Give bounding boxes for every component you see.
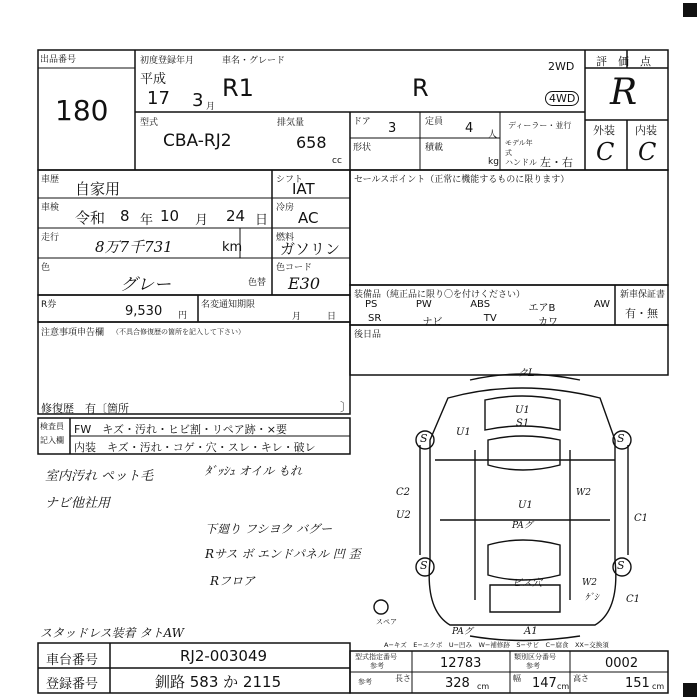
- equip-pw: PW: [415, 299, 432, 310]
- era: 平成: [140, 72, 167, 87]
- km-unit: km: [222, 240, 243, 255]
- after-label: 後日品: [354, 330, 382, 340]
- recycle-unit: 円: [178, 311, 188, 321]
- ac-value: AC: [298, 209, 319, 227]
- diagram-label-right-w2: W2: [576, 488, 591, 498]
- class-ref: 参考: [526, 662, 540, 670]
- cc-unit: cc: [332, 156, 342, 166]
- width-value: 147: [532, 676, 557, 691]
- equip-airbag: エアB: [528, 303, 556, 314]
- note-rear-floor: Rフロア: [210, 574, 256, 588]
- diagram-label-fender-u1: U1: [456, 427, 471, 438]
- repair-label: 修復歴 有〔箇所: [41, 402, 129, 415]
- diagram-label-rear-right-tire: S: [617, 559, 625, 572]
- model-year-label: モデル年式: [505, 139, 533, 157]
- drive-2wd: 2WD: [548, 60, 575, 73]
- notes-label: 注意事項申告欄: [41, 328, 105, 338]
- capacity-unit: 人: [488, 130, 498, 140]
- diagram-label-hood-s1: S1: [516, 418, 530, 429]
- recycle-label: R券: [41, 300, 57, 310]
- shift-value: IAT: [292, 180, 315, 198]
- score-label: 評 価 点: [596, 55, 651, 68]
- name-change-month: 月: [292, 312, 302, 322]
- history-label: 車歴: [41, 175, 60, 185]
- capacity-label: 定員: [425, 117, 444, 127]
- height-label: 高さ: [573, 674, 589, 683]
- diagram-label-roof-pa: PAグ: [512, 521, 533, 531]
- length-value: 328: [445, 676, 470, 691]
- diagram-label-rear-dent: ｹﾞｼ: [585, 593, 599, 603]
- diagram-label-front-left-tire: S: [420, 432, 428, 445]
- note-oil-leak: ﾀﾞｯｼｭ オイル もれ: [205, 464, 303, 478]
- color-code-label: 色コード: [276, 263, 313, 273]
- diagram-label-rear-left-tire: S: [420, 559, 428, 572]
- interior-score: C: [638, 138, 657, 166]
- handle-value: 左・右: [540, 156, 573, 169]
- dealer-label: ディーラー・並行: [508, 121, 572, 130]
- diagram-label-u2: U2: [396, 510, 411, 521]
- diagram-label-rear-c1: C1: [626, 594, 641, 605]
- mileage-value: 8万7千731: [95, 238, 173, 256]
- record-label: 記入欄: [40, 436, 64, 445]
- inspection-era: 令和: [75, 209, 106, 227]
- chassis-label: 車台番号: [46, 653, 99, 668]
- equipment-row-2: [368, 313, 558, 328]
- type-no-label: 型式指定番号: [355, 653, 397, 661]
- score-value: R: [610, 72, 638, 113]
- interior-label: 内装: [635, 124, 657, 137]
- lot-label: 出品番号: [40, 55, 77, 65]
- month-kanji: 月: [195, 213, 209, 228]
- registration-label: 登録番号: [46, 677, 99, 692]
- length-label: 長さ: [395, 674, 411, 683]
- name-change-day: 日: [327, 312, 337, 322]
- sales-point-label: セールスポイント（正常に機能するものに限ります）: [354, 175, 570, 185]
- fuel-label: 燃料: [276, 233, 295, 243]
- warranty-label: 新車保証書: [620, 290, 666, 300]
- diagram-label-screw-hole: ビス穴: [512, 578, 542, 589]
- load-label: 積載: [425, 143, 444, 153]
- name-change-label: 名変通知期限: [201, 300, 256, 310]
- check-interior: 内装 キズ・汚れ・コゲ・穴・スレ・キレ・破レ: [74, 441, 316, 454]
- type-no-value: 12783: [440, 656, 482, 671]
- equip-sr: SR: [368, 313, 382, 324]
- length-ref: 参考: [358, 678, 372, 686]
- handle-label: ハンドル: [505, 158, 537, 167]
- equip-aw: AW: [593, 299, 610, 310]
- color-value: グレー: [120, 275, 171, 295]
- check-fw: FW キズ・汚れ・ヒビ割・リペア跡・×要: [74, 423, 287, 436]
- kg-unit: kg: [488, 157, 499, 167]
- height-value: 151: [625, 676, 650, 691]
- fuel-value: ガソリン: [280, 240, 341, 258]
- diagram-label-rear-w2: W2: [582, 578, 597, 588]
- color-no-label: 色替: [248, 278, 267, 288]
- spare-label: スペア: [376, 618, 397, 626]
- inspection-day: 24: [226, 207, 246, 225]
- diagram-label-bumper-pa: PAグ: [452, 627, 473, 637]
- height-unit: cm: [652, 682, 665, 691]
- equip-leather: カワ: [538, 317, 558, 328]
- diagram-label-front-right-tire: S: [617, 432, 625, 445]
- equip-navi: ナビ: [422, 317, 443, 328]
- note-underbody: 下廻り フシヨク バグー: [205, 522, 333, 536]
- warranty-value: 有・無: [625, 307, 658, 320]
- reg-year: 17: [147, 88, 170, 109]
- repair-close: 〕: [340, 400, 353, 414]
- color-code-value: E30: [288, 274, 321, 293]
- note-interior-dirty: 室内汚れ ペット毛: [45, 469, 154, 484]
- chassis-value: RJ2-003049: [180, 647, 268, 665]
- inspection-year: 8: [120, 207, 130, 225]
- class-value: 0002: [605, 656, 639, 671]
- mileage-label: 走行: [41, 233, 60, 243]
- year-kanji: 年: [140, 213, 154, 228]
- doors-value: 3: [388, 121, 397, 136]
- color-label: 色: [41, 263, 51, 273]
- note-studless: スタッドレス装着 タトAW: [40, 626, 184, 640]
- inspection-month: 10: [160, 207, 180, 225]
- equip-abs: ABS: [470, 299, 491, 310]
- shape-label: 形状: [353, 143, 372, 153]
- diagram-label-c2: C2: [396, 487, 411, 498]
- diagram-label-front-glass: クL: [518, 368, 535, 379]
- diagram-legend: A−キズ E−エクボ U−凹み W−補修跡 S−サビ C−腐食 XX−交換須: [384, 641, 609, 649]
- diagram-label-a1: A1: [524, 626, 538, 637]
- diagram-label-hood-u1: U1: [515, 405, 530, 416]
- note-rear-suspension: Rサス ボ エンドパネル 凹 歪: [205, 547, 361, 561]
- equipment-label: 装備品（純正品に限り〇を付けください）: [354, 290, 526, 300]
- class-label: 類別区分番号: [514, 653, 556, 661]
- equip-tv: TV: [483, 313, 497, 324]
- history-value: 自家用: [75, 180, 121, 198]
- notes-sub: （不具合修復歴の箇所を記入して下さい）: [112, 328, 245, 336]
- day-kanji: 日: [255, 213, 269, 228]
- diagram-label-right-c1: C1: [634, 513, 649, 524]
- type-no-ref: 参考: [370, 662, 384, 670]
- note-navi: ナビ他社用: [45, 496, 111, 511]
- name-grade-label: 車名・グレード: [222, 56, 286, 66]
- exterior-score: C: [596, 138, 615, 166]
- ac-label: 冷房: [276, 203, 295, 213]
- equip-ps: PS: [365, 299, 378, 310]
- doors-label: ドア: [353, 117, 371, 127]
- month-unit: 月: [206, 102, 216, 112]
- length-unit: cm: [477, 682, 490, 691]
- reg-year-label: 初度登録年月: [140, 56, 195, 66]
- displacement-value: 658: [296, 133, 327, 152]
- exterior-label: 外装: [593, 124, 615, 137]
- registration-value: 釧路 583 か 2115: [155, 673, 282, 691]
- displacement-label: 排気量: [277, 118, 305, 128]
- recycle-value: 9,530: [125, 304, 163, 319]
- inspection-label: 車検: [41, 203, 60, 213]
- car-name: R1: [222, 74, 254, 102]
- model-label: 型式: [140, 118, 159, 128]
- shift-label: シフト: [276, 175, 304, 185]
- inspector-label: 検査員: [40, 422, 64, 431]
- equipment-row-1: [365, 299, 610, 314]
- width-unit: cm: [557, 682, 570, 691]
- reg-month: 3: [192, 90, 204, 111]
- capacity-value: 4: [465, 121, 474, 136]
- model-value: CBA-RJ2: [163, 131, 232, 151]
- grade: R: [412, 74, 429, 102]
- drive-4wd: 4WD: [545, 91, 579, 106]
- diagram-label-roof-u1: U1: [518, 500, 533, 511]
- width-label: 幅: [513, 674, 521, 683]
- lot-number: 180: [55, 94, 109, 127]
